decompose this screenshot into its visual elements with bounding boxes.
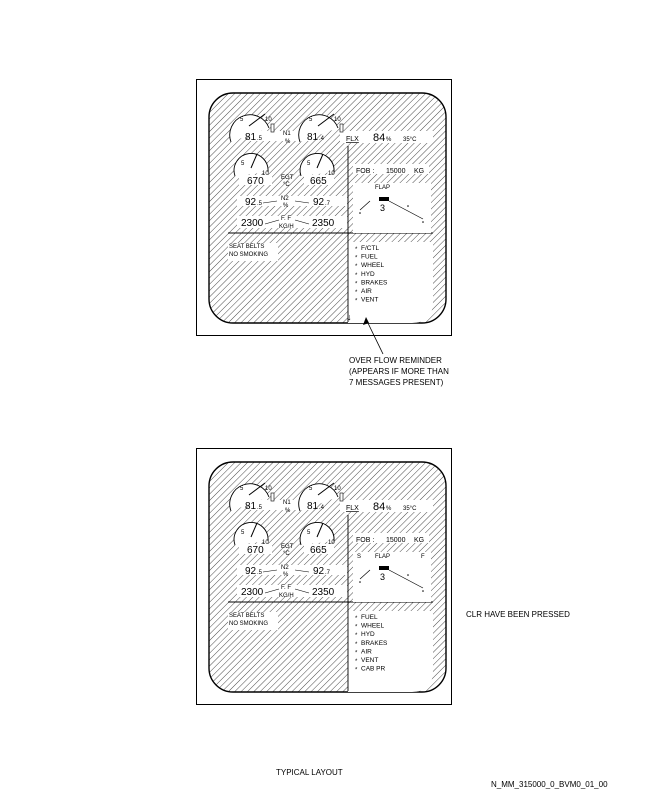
egt-label: EGT <box>281 175 294 181</box>
n1-left-value: 81 <box>245 132 257 143</box>
fob-value: 15000 <box>386 168 406 175</box>
n2-right-value: 92 <box>313 197 325 208</box>
ff-unit: KG/H <box>279 224 294 230</box>
ecam-message: FUEL <box>361 614 378 621</box>
n1-tick-label: 5 <box>309 117 313 123</box>
n1-right-decimal: .4 <box>319 505 325 511</box>
egt-tick-label: 10 <box>262 540 269 546</box>
egt-unit: °C <box>283 551 290 557</box>
n2-right-decimal: .7 <box>325 570 331 576</box>
n2-left-decimal: .5 <box>257 570 263 576</box>
n2-right-decimal: .7 <box>325 201 331 207</box>
flx-value: 84 <box>373 132 386 144</box>
ecam-screen <box>197 80 453 337</box>
memo-no-smoking: NO SMOKING <box>229 621 269 627</box>
egt-right-value: 665 <box>310 545 327 556</box>
message-bullet-icon: * <box>355 633 358 640</box>
flap-symbol <box>379 197 389 201</box>
flx-temperature: 35°C <box>403 137 417 143</box>
egt-tick-label: 10 <box>328 540 335 546</box>
flx-unit: % <box>386 506 392 512</box>
ff-label: F. F <box>281 216 291 222</box>
memo-no-smoking: NO SMOKING <box>229 252 269 258</box>
ecam-message: HYD <box>361 270 375 278</box>
thrust-mode-flx: FLX <box>346 505 359 512</box>
figure-code: N_MM_315000_0_BVM0_01_00 <box>491 780 608 789</box>
message-bullet-icon: * <box>355 290 358 296</box>
n1-left-value: 81 <box>245 501 257 512</box>
fob-label: FOB : <box>356 168 375 175</box>
message-bullet-icon: * <box>355 272 358 279</box>
ecam-message: WHEEL <box>361 262 385 270</box>
ecam-message: BRAKES <box>361 639 388 647</box>
flap-position: 3 <box>380 572 386 582</box>
n1-tick-label: 10 <box>334 117 341 123</box>
message-bullet-icon: * <box>355 247 358 253</box>
egt-left-value: 670 <box>247 545 264 556</box>
flap-indicator <box>353 183 431 233</box>
ff-label: F. F <box>281 585 291 591</box>
n1-tick-label: 5 <box>309 486 313 492</box>
n2-unit: % <box>283 572 289 578</box>
ecam-screen <box>197 449 453 706</box>
n1-tick-label: 10 <box>265 486 272 492</box>
message-bullet-icon: * <box>355 667 358 674</box>
ff-left-value: 2300 <box>241 587 264 598</box>
egt-tick-label: 5 <box>307 161 311 167</box>
n1-tick-label: 5 <box>240 117 244 123</box>
n2-label: N2 <box>281 565 289 571</box>
flap-symbol <box>379 566 389 570</box>
n1-tick-label: 10 <box>334 486 341 492</box>
n1-tick-label: 10 <box>265 117 272 123</box>
fob-value: 15000 <box>386 537 406 544</box>
ecam-display-after-clr <box>196 448 452 705</box>
n2-left-value: 92 <box>245 197 257 208</box>
ecam-message: CAB PR <box>361 665 386 673</box>
ecam-message: F/CTL <box>361 245 380 252</box>
flx-unit: % <box>386 137 392 143</box>
message-bullet-icon: * <box>355 641 358 648</box>
clr-pressed-label: CLR HAVE BEEN PRESSED <box>466 610 570 619</box>
egt-tick-label: 5 <box>307 530 311 536</box>
ecam-message: HYD <box>361 631 375 639</box>
n1-unit: % <box>285 139 291 145</box>
n1-tick-label: 5 <box>240 486 244 492</box>
message-bullet-icon: * <box>355 659 358 665</box>
ecam-display-before-clr <box>196 79 452 336</box>
ecam-message: FUEL <box>361 253 378 261</box>
n2-left-value: 92 <box>245 566 257 577</box>
ecam-message: BRAKES <box>361 279 388 287</box>
n1-label: N1 <box>283 500 291 506</box>
n1-left-decimal: .5 <box>257 505 263 511</box>
overflow-reminder-note: OVER FLOW REMINDER (APPEARS IF MORE THAN 7 MESSAGES PRESENT) <box>349 356 449 387</box>
flap-slat-label: S <box>357 554 362 560</box>
ff-unit: KG/H <box>279 593 294 599</box>
message-bullet-icon: * <box>355 264 358 271</box>
n2-label: N2 <box>281 196 289 202</box>
n2-unit: % <box>283 203 289 209</box>
figure-title: TYPICAL LAYOUT <box>276 768 343 777</box>
fob-unit: KG <box>414 537 425 544</box>
n2-right-value: 92 <box>313 566 325 577</box>
egt-tick-label: 5 <box>241 161 245 167</box>
flap-indicator <box>353 552 431 602</box>
egt-unit: °C <box>283 182 290 188</box>
overflow-arrow-icon: ↓ <box>347 312 352 322</box>
fob-label: FOB : <box>356 537 375 544</box>
n2-left-decimal: .5 <box>257 201 263 207</box>
ff-left-value: 2300 <box>241 218 264 229</box>
memo-seat-belts: SEAT BELTS <box>229 244 265 250</box>
n1-right-value: 81 <box>307 501 319 512</box>
thrust-mode-flx: FLX <box>346 136 359 143</box>
ecam-message: AIR <box>361 288 372 295</box>
flx-value: 84 <box>373 501 386 513</box>
memo-seat-belts: SEAT BELTS <box>229 613 265 619</box>
fob-unit: KG <box>414 168 425 175</box>
flap-flap-label: F <box>421 554 425 560</box>
message-bullet-icon: * <box>355 616 358 622</box>
message-bullet-icon: * <box>355 281 358 288</box>
n1-unit: % <box>285 508 291 514</box>
message-bullet-icon: * <box>355 650 358 657</box>
n1-label: N1 <box>283 131 291 137</box>
ff-right-value: 2350 <box>312 587 335 598</box>
n1-right-decimal: .4 <box>319 136 325 142</box>
ecam-message: WHEEL <box>361 622 385 630</box>
message-bullet-icon: * <box>355 298 358 305</box>
message-bullet-icon: * <box>355 255 358 262</box>
flap-label: FLAP <box>375 185 391 191</box>
egt-label: EGT <box>281 544 294 550</box>
flx-temperature: 35°C <box>403 506 417 512</box>
ecam-message: AIR <box>361 648 372 656</box>
n1-right-value: 81 <box>307 132 319 143</box>
ecam-message: VENT <box>361 296 379 304</box>
flap-label: FLAP <box>375 554 391 560</box>
ff-right-value: 2350 <box>312 218 335 229</box>
egt-right-value: 665 <box>310 176 327 187</box>
egt-tick-label: 10 <box>262 171 269 177</box>
egt-tick-label: 10 <box>328 171 335 177</box>
egt-left-value: 670 <box>247 176 264 187</box>
egt-tick-label: 5 <box>241 530 245 536</box>
flap-position: 3 <box>380 203 386 213</box>
n1-left-decimal: .5 <box>257 136 263 142</box>
ecam-message: VENT <box>361 657 379 664</box>
message-bullet-icon: * <box>355 624 358 631</box>
